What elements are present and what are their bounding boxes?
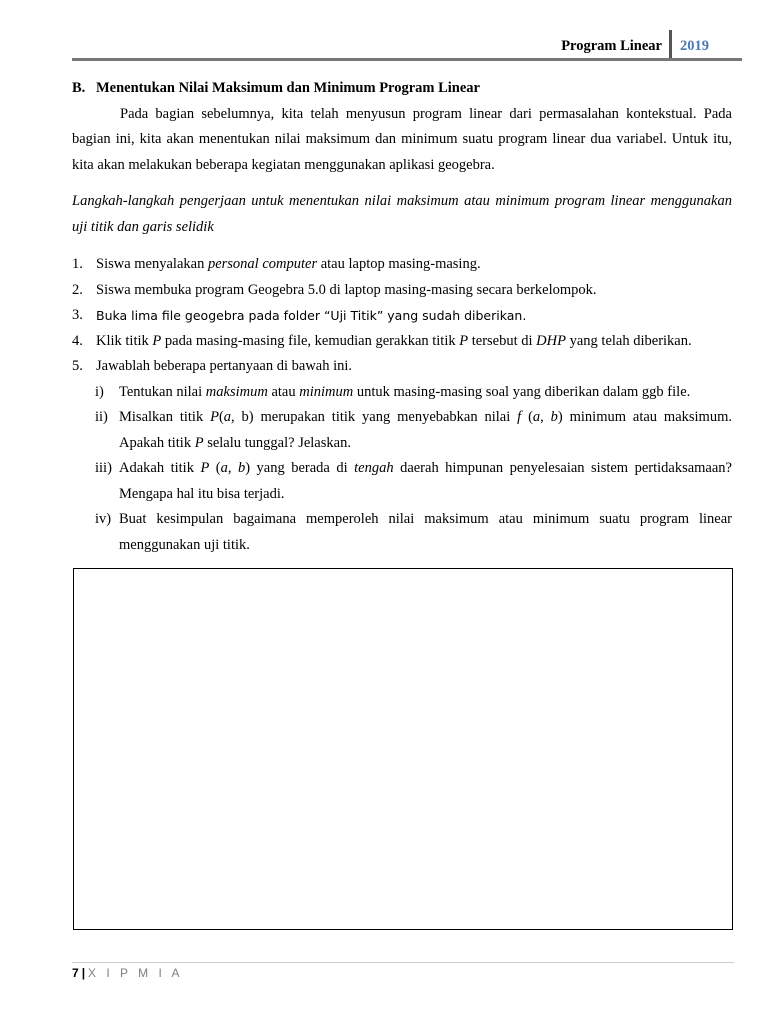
header-rule <box>72 58 742 61</box>
header-year: 2019 <box>680 38 709 54</box>
step-item: 5. Jawablah beberapa pertanyaan di bawah ini. <box>72 358 353 374</box>
footer-separator: | <box>81 966 86 980</box>
answer-box[interactable] <box>73 568 733 930</box>
page-header <box>72 36 742 60</box>
questions-list <box>95 380 732 559</box>
header-title: Program Linear <box>561 38 662 54</box>
step-item: 2. Siswa membuka program Geogebra 5.0 di laptop masing-masing secara berkelompok. <box>72 281 597 298</box>
question-item: iv) Buat kesimpulan bagaimana memperoleh nilai maksimum atau minimum suatu program linear menggunakan uji titik. <box>95 511 732 553</box>
header-divider <box>669 30 672 60</box>
page-content <box>72 76 732 558</box>
page-footer <box>72 966 183 980</box>
section-heading <box>72 76 732 102</box>
step-item: 3. Buka lima file geogebra pada folder “Uji Titik” yang sudah diberikan. <box>72 307 527 323</box>
intro-paragraph: Pada bagian sebelumnya, kita telah menyusun program linear dari permasalahan kontekstual. Pada bagian ini, kita akan menentukan nilai maksimum dan minimum suatu program linear dua variabel. Untuk itu, kita akan melakukan beberapa kegiatan menggunakan aplikasi geogebra. <box>72 105 732 173</box>
footer-rule <box>72 962 734 963</box>
question-item: i) Tentukan nilai maksimum atau minimum untuk masing-masing soal yang diberikan dalam ggb file. <box>95 383 691 400</box>
steps-intro: Langkah-langkah pengerjaan untuk menentukan nilai maksimum atau minimum program linear menggunakan uji titik dan garis selidik <box>72 193 732 235</box>
section-title: Menentukan Nilai Maksimum dan Minimum Program Linear <box>96 80 480 96</box>
steps-list <box>72 252 732 380</box>
question-item: ii) Misalkan titik P(a, b) merupakan titik yang menyebabkan nilai f (a, b) minimum atau maksimum. Apakah titik P selalu tunggal? Jelaskan. <box>95 409 732 451</box>
page-number: 7 <box>72 966 79 980</box>
question-item: iii) Adakah titik P (a, b) yang berada di tengah daerah himpunan penyelesaian sistem pertidaksamaan? Mengapa hal itu bisa terjadi. <box>95 460 732 502</box>
step-item: 1. Siswa menyalakan personal computer atau laptop masing-masing. <box>72 256 481 272</box>
class-label: X I P M I A <box>88 966 184 980</box>
step-item: 4. Klik titik P pada masing-masing file, kemudian gerakkan titik P tersebut di DHP yang telah diberikan. <box>72 332 692 349</box>
section-letter: B. <box>72 80 86 96</box>
